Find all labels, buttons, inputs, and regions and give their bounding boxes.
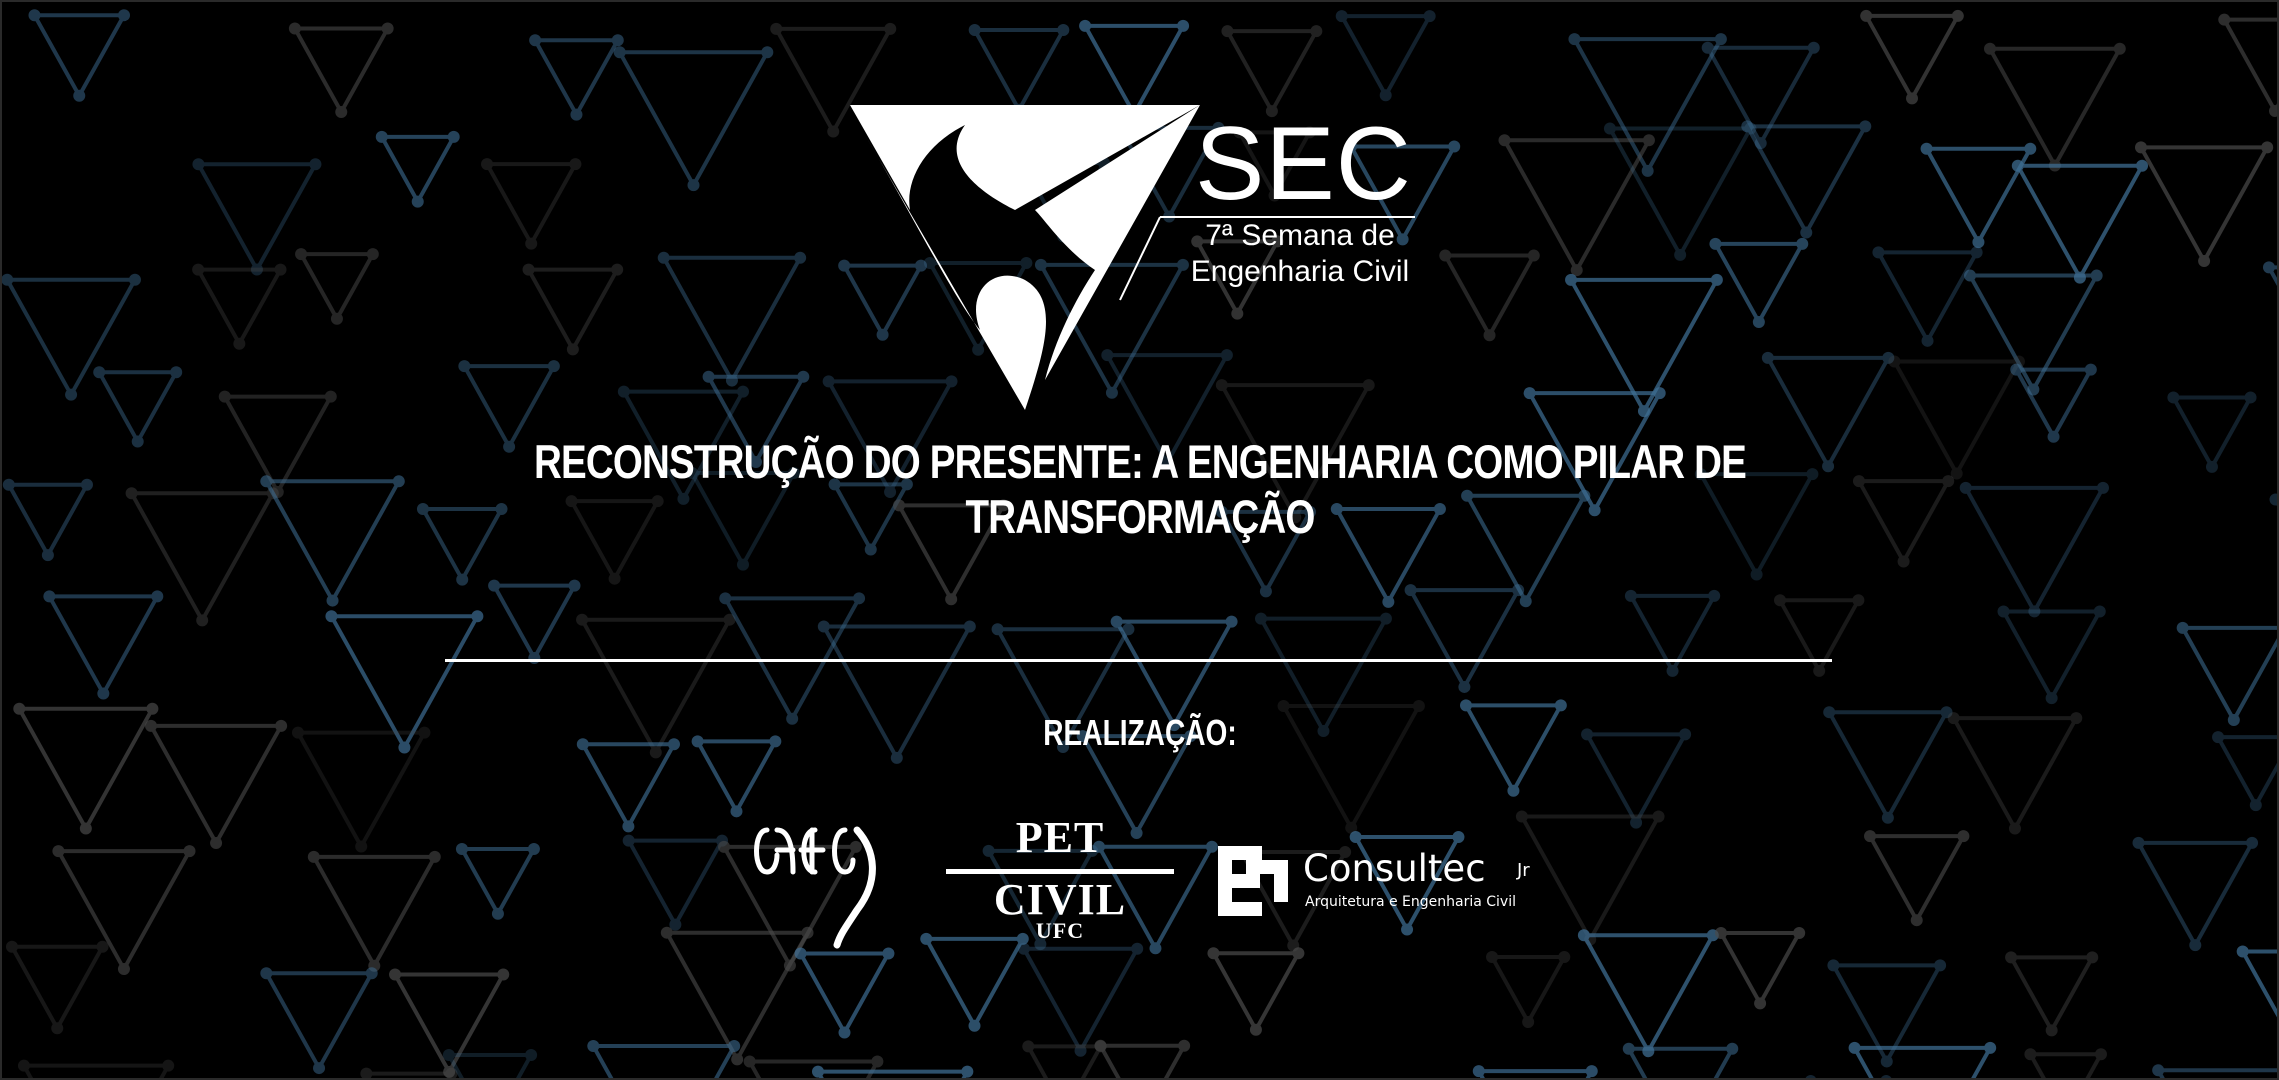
background-triangle (308, 851, 441, 972)
background-triangle (28, 9, 130, 102)
background-triangle (692, 735, 782, 817)
caec-logo-icon (745, 810, 895, 950)
background-triangle (523, 264, 624, 356)
background-triangle (126, 487, 279, 626)
consultec-name: Consultec (1303, 847, 1486, 890)
background-triangle (614, 46, 774, 191)
event-subtitle-line2: Engenharia Civil (1190, 255, 1410, 288)
background-triangle (2237, 946, 2279, 1080)
background-triangle (1872, 246, 1982, 346)
background-triangle (1948, 712, 2083, 834)
background-triangle (52, 845, 195, 975)
background-triangle (1864, 830, 1969, 926)
background-triangle (43, 590, 163, 699)
background-triangle (587, 1040, 740, 1080)
background-triangle (1625, 590, 1720, 677)
pet-logo-bar (946, 869, 1174, 874)
background-triangle (1336, 10, 1436, 101)
background-triangle (1255, 613, 1392, 737)
background-triangle (1486, 951, 1570, 1028)
background-triangle (1473, 1065, 1598, 1080)
consultec-tagline: Arquitetura e Engenharia Civil (1305, 894, 1516, 910)
background-triangle (1581, 728, 1691, 828)
background-triangle (577, 738, 680, 832)
background-triangle (1762, 352, 1894, 472)
background-triangle (2270, 493, 2279, 569)
background-triangle (1207, 947, 1304, 1035)
background-triangle (2012, 160, 2148, 284)
background-triangle (1278, 700, 1425, 834)
background-triangle (2263, 261, 2279, 360)
background-triangle (389, 968, 509, 1077)
background-triangle (2010, 364, 2097, 443)
background-triangle (1568, 33, 1726, 177)
pet-logo-middle: CIVIL (993, 875, 1127, 924)
consultec-jr-suffix: Jr (1517, 860, 1530, 881)
background-triangle (1823, 706, 1952, 824)
horizontal-divider (445, 659, 1832, 662)
background-triangle (1998, 606, 2106, 705)
background-triangle (1405, 584, 1525, 693)
background-triangle (1860, 10, 1964, 104)
background-triangle (3, 479, 93, 561)
background-triangle (18, 1060, 174, 1080)
background-triangle (481, 158, 581, 250)
background-triangle (2177, 622, 2279, 726)
background-triangle (417, 503, 508, 586)
background-triangle (1964, 270, 2103, 396)
background-triangle (812, 1066, 973, 1080)
background-triangle (1018, 943, 1143, 1057)
pet-civil-ufc-logo (945, 815, 1175, 955)
event-subtitle (1180, 218, 1420, 290)
background-triangle (1984, 43, 2126, 172)
background-triangle (1578, 929, 1719, 1057)
event-subtitle-line1: 7ª Semana de (1205, 219, 1395, 252)
event-acronym: SEC (1195, 106, 1412, 222)
background-triangle (1221, 25, 1322, 117)
background-triangle (2133, 837, 2259, 951)
background-triangle (1439, 250, 1540, 342)
background-triangle (1460, 699, 1567, 796)
background-triangle (1516, 811, 1665, 946)
background-triangle (1702, 42, 1820, 149)
background-triangle (1960, 482, 2109, 618)
background-triangle (192, 264, 286, 350)
background-triangle (1805, 1075, 1892, 1080)
background-triangle (2167, 391, 2256, 472)
background-triangle (1849, 1042, 1997, 1080)
background-triangle (6, 941, 109, 1034)
background-triangle (2135, 141, 2273, 267)
background-triangle (1022, 1040, 1106, 1080)
background-triangle (1888, 355, 2025, 479)
background-triangle (1709, 238, 1808, 328)
background-triangle (1094, 1040, 1190, 1080)
background-triangle (1565, 274, 1723, 417)
background-triangle (1604, 122, 1756, 260)
background-triangle (795, 947, 895, 1038)
background-triangle (1921, 143, 2037, 248)
consultec-logo-icon (1218, 846, 1288, 916)
background-triangle (2218, 14, 2279, 117)
pet-logo-bottom: UFC (1035, 918, 1085, 943)
background-triangle (2152, 1064, 2279, 1080)
event-theme-headline: RECONSTRUÇÃO DO PRESENTE: A ENGENHARIA COMO PILAR DE TRANSFORMAÇÃO (533, 435, 1747, 543)
background-triangle (1, 274, 141, 401)
background-triangle (145, 720, 287, 849)
pet-logo-top: PET (1015, 813, 1105, 862)
background-triangle (1715, 927, 1805, 1009)
background-triangle (376, 131, 460, 208)
background-triangle (623, 835, 728, 931)
background-triangle (576, 614, 735, 759)
background-triangle (488, 580, 580, 664)
background-triangle (529, 34, 624, 120)
background-triangle (1853, 475, 1954, 567)
background-triangle (658, 252, 806, 387)
background-triangle (13, 703, 158, 835)
background-triangle (360, 1068, 457, 1080)
background-triangle (289, 22, 394, 117)
background-triangle (818, 621, 976, 764)
background-triangle (2024, 1048, 2107, 1080)
background-triangle (295, 248, 379, 325)
background-triangle (1774, 594, 1864, 677)
background-triangle (93, 366, 182, 447)
background-triangle (456, 843, 540, 920)
background-triangle (1827, 959, 1946, 1067)
organizers-label: REALIZAÇÃO: (1043, 712, 1237, 753)
background-triangle (1623, 1043, 1738, 1080)
background-triangle (260, 967, 377, 1074)
background-triangle (2212, 731, 2279, 811)
background-triangle (2005, 951, 2098, 1036)
